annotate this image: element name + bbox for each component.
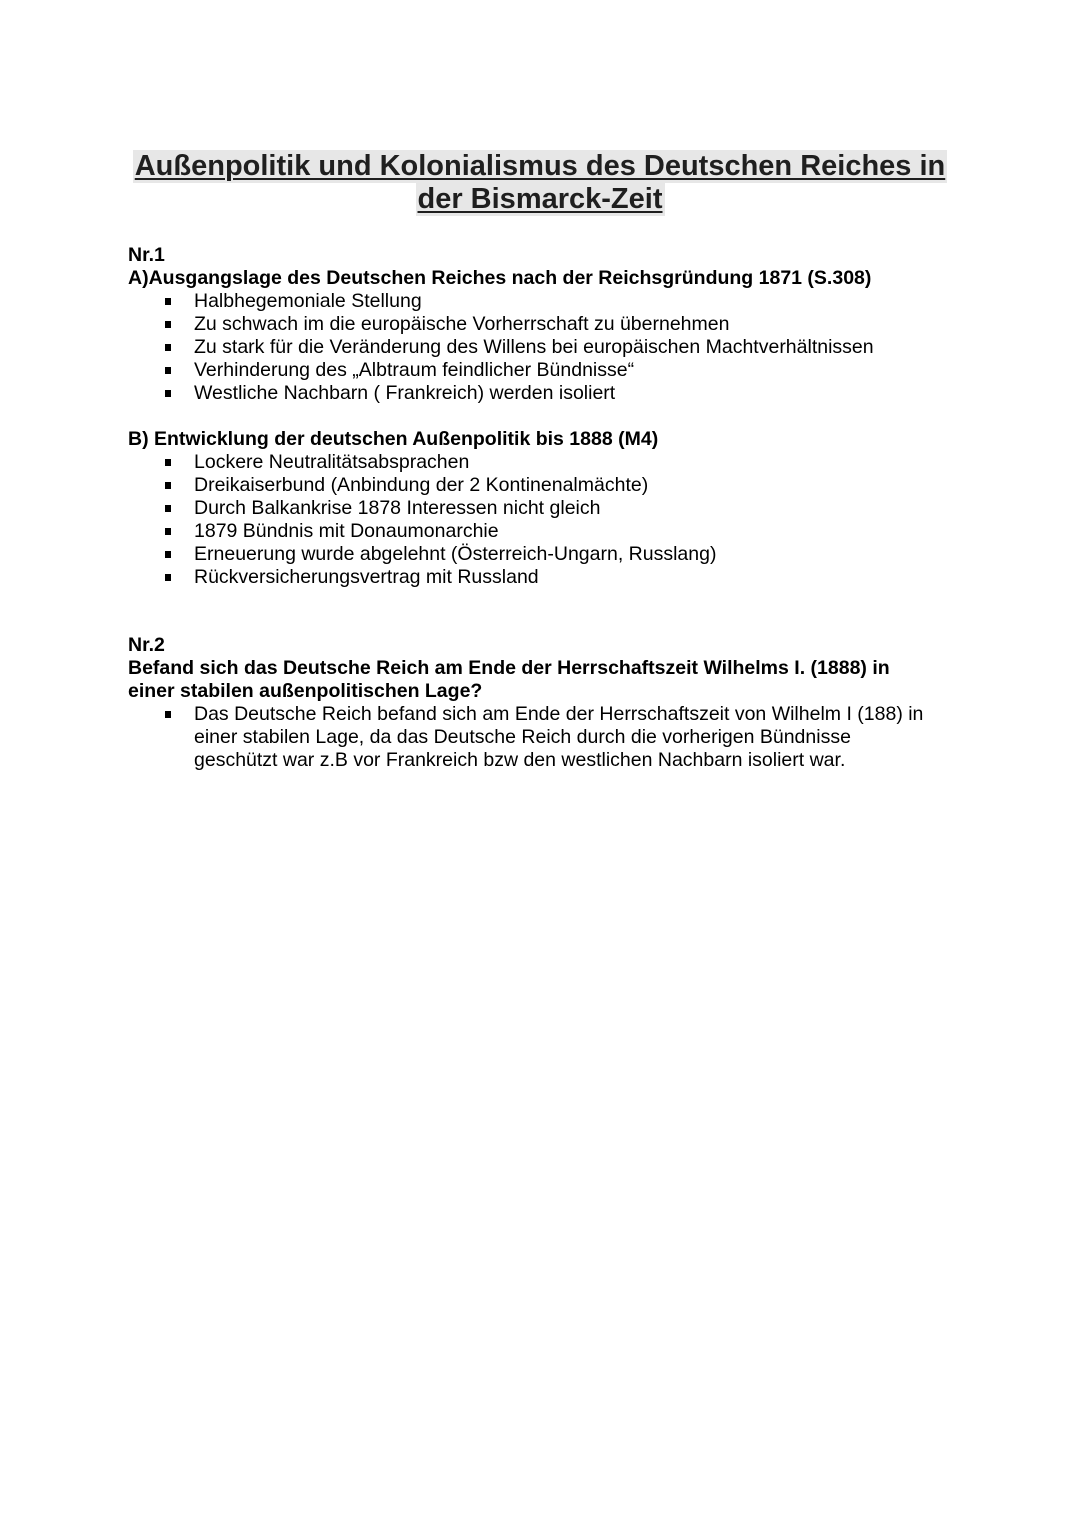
list-item: Rückversicherungsvertrag mit Russland bbox=[128, 566, 958, 589]
bullet-icon bbox=[165, 528, 171, 535]
question-line-2: einer stabilen außenpolitischen Lage? bbox=[128, 680, 483, 702]
bullet-list-part-a bbox=[128, 290, 958, 405]
section-nr1-part-b bbox=[128, 428, 958, 589]
bullet-icon bbox=[165, 321, 171, 328]
heading-part-b: B) Entwicklung der deutschen Außenpolitik bis 1888 (M4) bbox=[128, 428, 659, 450]
list-item: Durch Balkankrise 1878 Interessen nicht gleich bbox=[128, 497, 958, 520]
list-item: Zu schwach im die europäische Vorherrschaft zu übernehmen bbox=[128, 313, 958, 336]
list-item: Lockere Neutralitätsabsprachen bbox=[128, 451, 958, 474]
section-nr1-part-a bbox=[128, 244, 958, 405]
list-item: 1879 Bündnis mit Donaumonarchie bbox=[128, 520, 958, 543]
answer-item bbox=[128, 703, 958, 772]
list-item: Halbhegemoniale Stellung bbox=[128, 290, 958, 313]
bullet-icon bbox=[165, 574, 171, 581]
answer-line-2: einer stabilen Lage, da das Deutsche Reich durch die vorherigen Bündnisse bbox=[194, 726, 851, 748]
bullet-icon bbox=[165, 551, 171, 558]
title-line-1: Außenpolitik und Kolonialismus des Deutschen Reiches in bbox=[134, 150, 946, 182]
list-item: Verhinderung des „Albtraum feindlicher Bündnisse“ bbox=[128, 359, 958, 382]
bullet-icon bbox=[165, 505, 171, 512]
title-line-2: der Bismarck-Zeit bbox=[417, 183, 663, 215]
list-item: Westliche Nachbarn ( Frankreich) werden isoliert bbox=[128, 382, 958, 405]
section-label-nr2: Nr.2 bbox=[128, 634, 165, 656]
section-label-nr1: Nr.1 bbox=[128, 244, 165, 266]
heading-part-a: A)Ausgangslage des Deutschen Reiches nach der Reichsgründung 1871 (S.308) bbox=[128, 267, 872, 289]
bullet-icon bbox=[165, 344, 171, 351]
bullet-icon bbox=[165, 711, 171, 718]
bullet-icon bbox=[165, 482, 171, 489]
bullet-icon bbox=[165, 390, 171, 397]
answer-list bbox=[128, 703, 958, 772]
bullet-icon bbox=[165, 367, 171, 374]
section-nr2 bbox=[128, 634, 958, 772]
bullet-list-part-b bbox=[128, 451, 958, 589]
page-title bbox=[0, 150, 1080, 216]
list-item: Zu stark für die Veränderung des Willens bei europäischen Machtverhältnissen bbox=[128, 336, 958, 359]
question-line-1: Befand sich das Deutsche Reich am Ende der Herrschaftszeit Wilhelms I. (1888) in bbox=[128, 657, 890, 679]
bullet-icon bbox=[165, 298, 171, 305]
list-item: Erneuerung wurde abgelehnt (Österreich-Ungarn, Russlang) bbox=[128, 543, 958, 566]
bullet-icon bbox=[165, 459, 171, 466]
answer-line-1: Das Deutsche Reich befand sich am Ende der Herrschaftszeit von Wilhelm I (188) in bbox=[194, 703, 924, 725]
list-item: Dreikaiserbund (Anbindung der 2 Kontinenalmächte) bbox=[128, 474, 958, 497]
answer-line-3: geschützt war z.B vor Frankreich bzw den westlichen Nachbarn isoliert war. bbox=[194, 749, 846, 771]
